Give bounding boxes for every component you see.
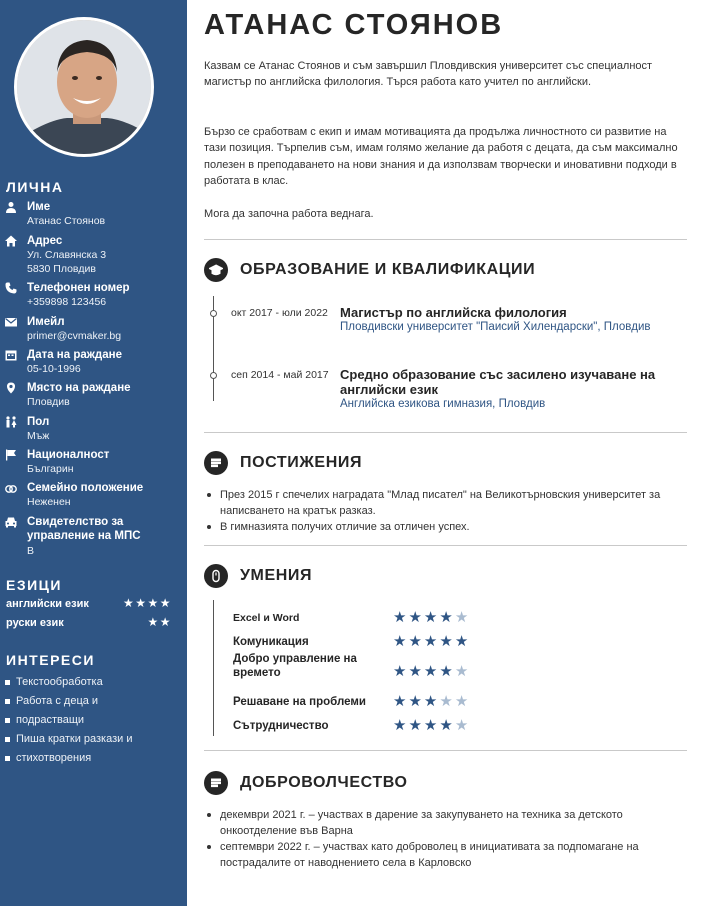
language-item [6, 598, 178, 612]
personal-value: Неженен [27, 496, 71, 508]
location-pin-icon [5, 382, 17, 394]
skill-name: Решаване на проблеми [233, 696, 366, 708]
divider [204, 432, 687, 433]
page-title: АТАНАС СТОЯНОВ [204, 9, 504, 41]
star-filled-icon: ★ [408, 663, 424, 680]
email-icon [5, 316, 17, 328]
car-icon [5, 516, 17, 528]
achievements-list [206, 487, 690, 535]
document-icon [204, 451, 228, 475]
achievements-title: ПОСТИЖЕНИЯ [240, 454, 363, 471]
volunteering-item: септември 2022 г. – участвах като доброволец в инициативата за подпомагане на пострадалите от наводнението села в Карловско [206, 839, 690, 871]
personal-label: Националност [27, 449, 110, 461]
star-empty-icon: ★ [454, 609, 471, 626]
volunteering-list [206, 807, 690, 871]
star-filled-icon: ★ [423, 633, 440, 650]
volunteering-item: декември 2021 г. – участвах в дарение за закупуването на техника за детското онкоотделение във Варна [206, 807, 690, 839]
personal-value: Българин [27, 463, 74, 475]
interest-item: стихотворения [5, 749, 180, 768]
calendar-icon [5, 349, 17, 361]
skill-row [233, 610, 483, 630]
star-filled-icon: ★ [393, 717, 409, 734]
education-degree: Магистър по английска филология [340, 305, 567, 320]
star-filled-icon: ★ [423, 693, 440, 710]
star-filled-icon: ★ [423, 663, 440, 680]
star-empty-icon: ★ [454, 663, 471, 680]
personal-label: Дата на раждане [27, 349, 122, 361]
personal-heading: ЛИЧНА [6, 179, 64, 195]
timeline-dot [210, 372, 217, 379]
skills-title: УМЕНИЯ [240, 567, 313, 584]
timeline-dot [210, 310, 217, 317]
star-filled-icon: ★ [408, 609, 424, 626]
personal-label: Свидетелство за [27, 516, 124, 528]
personal-label: Семейно положение [27, 482, 144, 494]
interests-list [5, 673, 180, 768]
skill-name: Комуникация [233, 636, 309, 648]
personal-value: B [27, 545, 35, 557]
language-stars: ★★ [147, 615, 172, 629]
skill-row [233, 653, 483, 680]
interest-item: Работа с деца и [5, 692, 180, 711]
personal-label: Име [27, 201, 51, 213]
personal-label: Адрес [27, 235, 63, 247]
star-filled-icon: ★ [408, 633, 424, 650]
phone-icon [5, 282, 17, 294]
personal-value: 05-10-1996 [27, 363, 81, 375]
profile-photo [14, 17, 154, 157]
education-title: ОБРАЗОВАНИЕ И КВАЛИФИКАЦИИ [240, 261, 536, 278]
personal-value: Пловдив [27, 396, 70, 408]
mouse-icon [204, 564, 228, 588]
skill-name: Сътрудничество [233, 720, 329, 732]
person-icon [5, 201, 17, 213]
skill-row [233, 694, 483, 714]
divider [204, 545, 687, 546]
language-stars: ★★★★ [122, 596, 172, 610]
personal-label: Пол [27, 416, 50, 428]
star-empty-icon: ★ [454, 717, 471, 734]
personal-value: primer@cvmaker.bg [27, 330, 122, 342]
skill-name: Добро управление на времето [233, 653, 357, 679]
skill-rating [393, 692, 470, 710]
star-filled-icon: ★ [393, 693, 409, 710]
flag-icon [5, 449, 17, 461]
skill-rating [393, 662, 470, 680]
divider [204, 750, 687, 751]
interest-item: подрастващи [5, 711, 180, 730]
education-date: сеп 2014 - май 2017 [231, 369, 329, 381]
document-icon [204, 771, 228, 795]
personal-value: Атанас Стоянов [27, 215, 106, 227]
language-item [6, 617, 178, 631]
skill-row [233, 634, 483, 654]
education-degree: Средно образование със засилено изучаване на английски език [340, 367, 656, 397]
languages-heading: ЕЗИЦИ [6, 577, 62, 593]
star-empty-icon: ★ [439, 693, 455, 710]
graduation-cap-icon [204, 258, 228, 282]
skill-name: Excel и Word [233, 612, 300, 624]
star-filled-icon: ★ [408, 717, 424, 734]
gender-icon [5, 416, 17, 428]
star-filled-icon: ★ [454, 633, 471, 650]
sidebar [0, 0, 187, 906]
star-filled-icon: ★ [439, 633, 455, 650]
achievement-item: В гимназията получих отличие за отличен успех. [206, 519, 690, 535]
star-filled-icon: ★ [393, 663, 409, 680]
intro-paragraph: Казвам се Атанас Стоянов и съм завършил Пловдивския университет със специалност магистър по английска филология. Търся работа като учител по английски. [204, 60, 653, 89]
personal-value: +359898 123456 [27, 296, 107, 308]
intro-paragraph: Бързо се сработвам с екип и имам мотивацията да продължа личностното си развитие на тази позиция. Търпелив съм, имам голямо желание да работя с децата, да съм максимално полезен в преподаването на нови знания и да използвам творчески и иновативни подходи в работата в клас. [204, 126, 678, 187]
star-filled-icon: ★ [423, 609, 440, 626]
skill-row [233, 718, 483, 738]
skills-line [213, 600, 214, 736]
rings-icon [5, 482, 17, 494]
personal-label: Имейл [27, 316, 65, 328]
interest-item: Пиша кратки разкази и [5, 730, 180, 749]
star-empty-icon: ★ [454, 693, 471, 710]
divider [204, 239, 687, 240]
intro-paragraph: Мога да започна работа веднага. [204, 208, 374, 220]
skill-rating [393, 632, 470, 650]
interests-heading: ИНТЕРЕСИ [6, 652, 95, 668]
star-filled-icon: ★ [439, 609, 455, 626]
star-filled-icon: ★ [423, 717, 440, 734]
star-filled-icon: ★ [439, 663, 455, 680]
personal-label: управление на МПС [27, 530, 141, 542]
home-icon [5, 235, 17, 247]
star-filled-icon: ★ [408, 693, 424, 710]
personal-value: Мъж [27, 430, 50, 442]
volunteering-title: ДОБРОВОЛЧЕСТВО [240, 774, 408, 791]
star-filled-icon: ★ [393, 633, 409, 650]
skill-rating [393, 608, 470, 626]
personal-value: 5830 Пловдив [27, 263, 96, 275]
achievement-item: През 2015 г спечелих наградата "Млад писател" на Великотърновския университет за написването на кратък разказ. [206, 487, 690, 519]
personal-label: Телефонен номер [27, 282, 130, 294]
language-name: английски език [6, 598, 89, 610]
skill-rating [393, 716, 470, 734]
interest-item: Текстообработка [5, 673, 180, 692]
education-school: Английска езикова гимназия, Пловдив [340, 398, 546, 410]
education-date: окт 2017 - юли 2022 [231, 307, 328, 319]
star-filled-icon: ★ [439, 717, 455, 734]
education-school: Пловдивски университет "Паисий Хилендарски", Пловдив [340, 321, 651, 333]
personal-value: Ул. Славянска 3 [27, 249, 107, 261]
language-name: руски език [6, 617, 64, 629]
star-filled-icon: ★ [393, 609, 409, 626]
personal-label: Място на раждане [27, 382, 131, 394]
